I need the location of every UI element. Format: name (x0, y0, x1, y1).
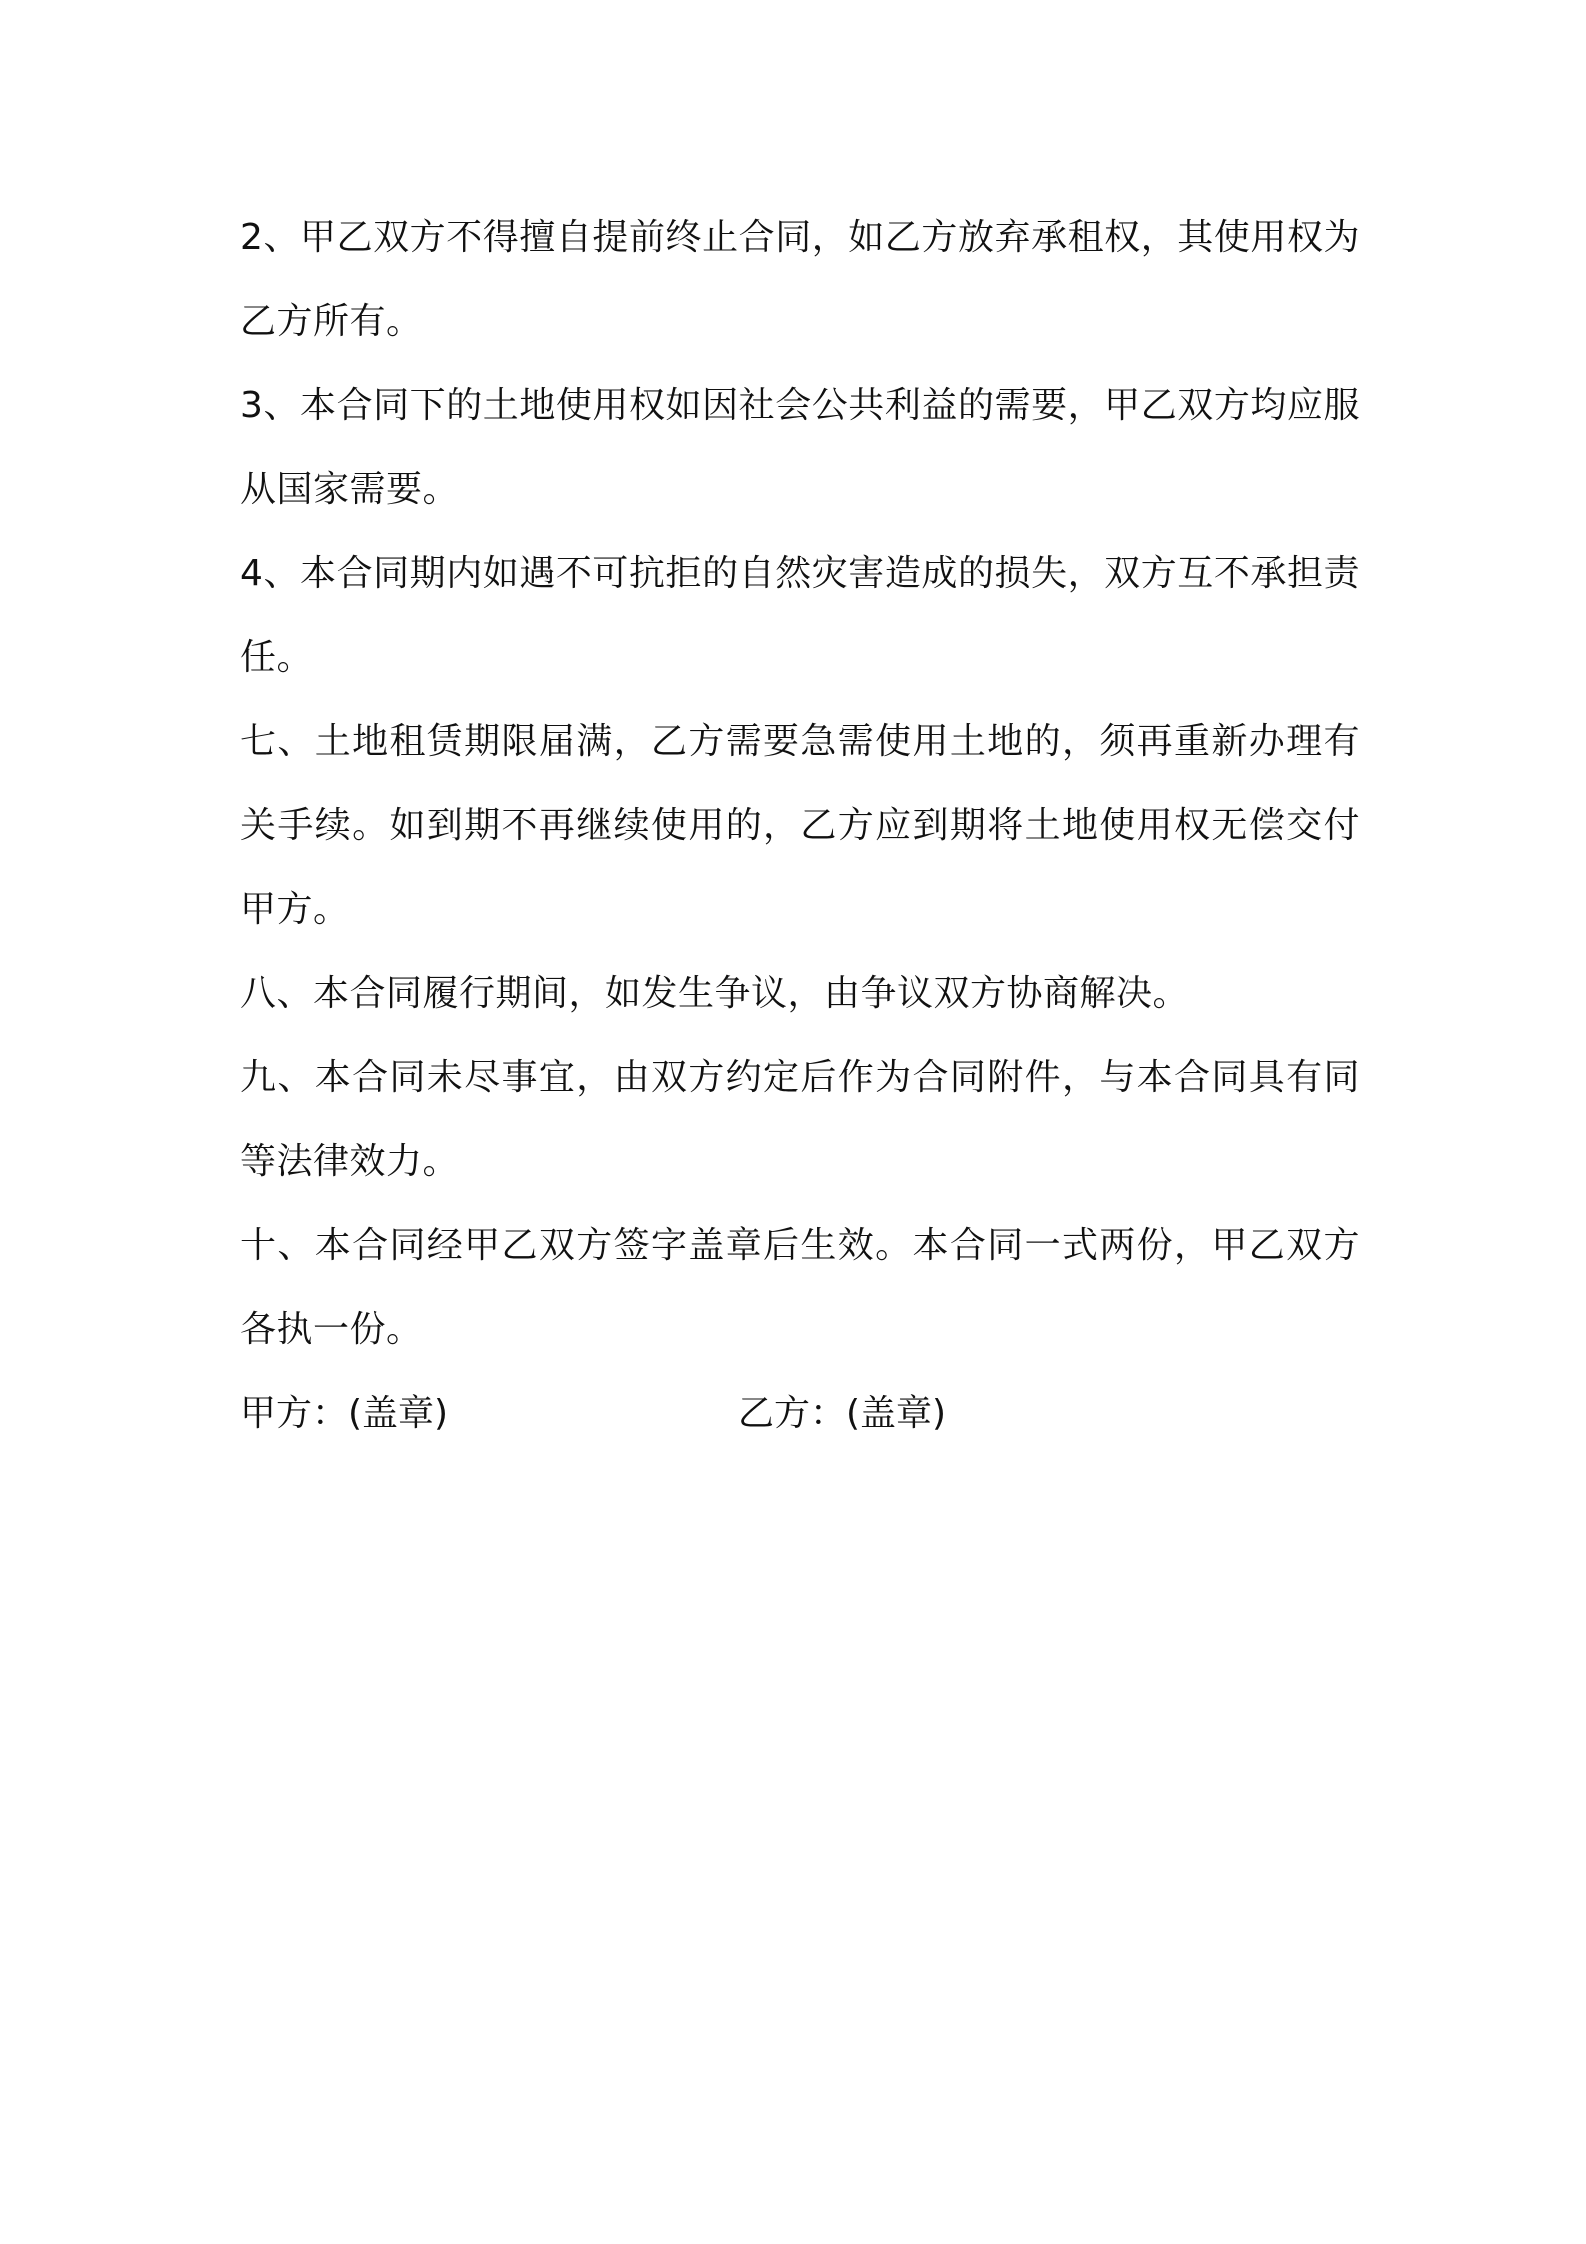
party-a-signature: 甲方：(盖章) (240, 1393, 449, 1434)
clause-seven: 七、土地租赁期限届满，乙方需要急需使用土地的，须再重新办理有关手续。如到期不再继续使用的，乙方应到期将土地使用权无偿交付甲方。 (240, 721, 1360, 930)
contract-body (240, 196, 1360, 1456)
clause-2: 2、甲乙双方不得擅自提前终止合同，如乙方放弃承租权，其使用权为乙方所有。 (240, 217, 1360, 342)
clause-ten: 十、本合同经甲乙双方签字盖章后生效。本合同一式两份，甲乙双方各执一份。 (240, 1225, 1360, 1350)
clause-nine: 九、本合同未尽事宜，由双方约定后作为合同附件，与本合同具有同等法律效力。 (240, 1057, 1360, 1182)
clause-4: 4、本合同期内如遇不可抗拒的自然灾害造成的损失，双方互不承担责任。 (240, 553, 1360, 678)
signature-row (240, 1372, 1360, 1456)
clause-eight: 八、本合同履行期间，如发生争议，由争议双方协商解决。 (240, 973, 1190, 1014)
party-b-signature: 乙方：(盖章) (738, 1393, 947, 1434)
clause-3: 3、本合同下的土地使用权如因社会公共利益的需要，甲乙双方均应服从国家需要。 (240, 385, 1360, 510)
